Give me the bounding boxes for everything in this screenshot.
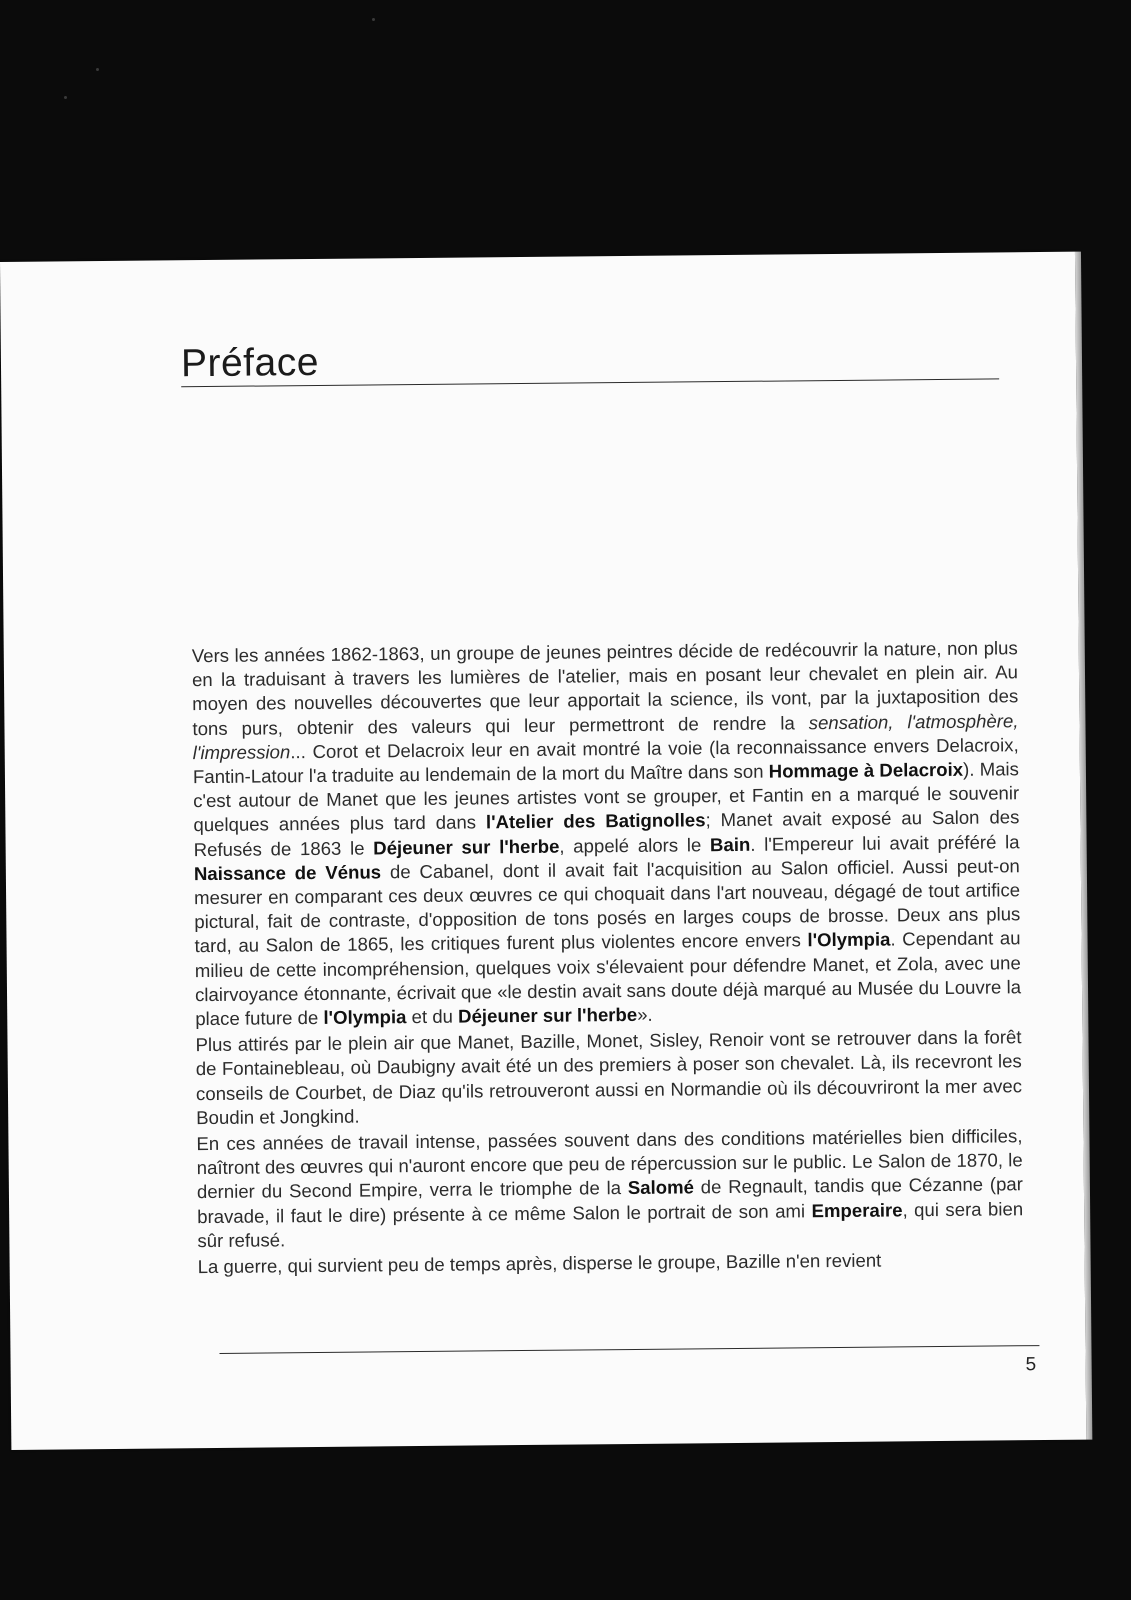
book-page	[0, 252, 1086, 1450]
artwork-title: Déjeuner sur l'herbe	[458, 1003, 638, 1027]
artwork-title: l'Olympia	[807, 928, 891, 951]
text-run: , appelé alors le	[559, 833, 711, 857]
scan-speck	[96, 68, 99, 71]
artwork-title: Emperaire	[811, 1199, 903, 1221]
artwork-title: l'Olympia	[323, 1006, 407, 1028]
text-run: En ces années de travail intense, passées souvent dans des conditions matérielles bien difficiles, naîtront des œuvres qui n'auront encore que peu de répercussion sur le public. Le Salon de 1870, le dernier du Second Empire, verra le triomphe de la	[196, 1125, 1023, 1203]
artwork-title: Déjeuner sur l'herbe	[373, 835, 560, 859]
text-run: ».	[637, 1003, 653, 1025]
artwork-title: Salomé	[627, 1176, 695, 1199]
body-text	[192, 636, 1024, 1281]
text-run: Plus attirés par le plein air que Manet, Bazille, Monet, Sisley, Renoir vont se retrouver dans la forêt de Fontainebleau, où Daubigny avait été un des premiers à poser son chevalet. Là, ils recevront les conseils de Courbet, de Diaz qu'ils retrouveront aussi en Normandie où ils découvriront la mer avec Boudin et Jongkind.	[195, 1026, 1023, 1129]
page-title: Préface	[180, 340, 320, 386]
text-run: ). Mais c'est autour de Manet que les jeunes artistes vont se grouper, et Fantin en a marqué le souvenir quelques années plus tard dans	[193, 758, 1020, 836]
text-run: ; Manet avait exposé au Salon des Refusés de 1863 le	[193, 806, 1020, 860]
artwork-title: Bain	[709, 833, 751, 855]
footer-rule	[219, 1345, 1039, 1354]
text-run: . l'Empereur lui avait préféré la	[750, 830, 1020, 855]
text-run: La guerre, qui survient peu de temps après, disperse le groupe, Bazille n'en revient	[197, 1249, 882, 1278]
text-run: de Cabanel, dont il avait fait l'acquisition au Salon officiel. Aussi peut-on mesurer en comparant ces deux œuvres ce qui choquait dans l'art nouveau, dégagé de tout artifice pictural, fait de contraste, d'opposition de tons posés en larges coups de brosse. Deux ans plus tard, au Salon de 1865, les critiques furent plus violentes encore envers	[194, 855, 1021, 957]
text-run: ... Corot et Delacroix leur en avait montré la voie (la reconnaissance envers Delacroix, Fantin-Latour l'a traduite au lendemain de la mort du Maître dans son	[192, 734, 1019, 788]
text-run: de Regnault, tandis que Cézanne (par bravade, il faut le dire) présente à ce même Salon le portrait de son ami	[197, 1173, 1024, 1227]
text-run: . Cependant au milieu de cette incompréhension, quelques voix s'élevaient pour défendre Manet, et Zola, avec une clairvoyance étonnante, écrivait que «le destin avait sans doute déjà marqué au Musée du Louvre la place future de	[194, 927, 1022, 1030]
artwork-title: l'Atelier des Batignolles	[485, 809, 706, 833]
page-number: 5	[1025, 1354, 1037, 1376]
artwork-title: Naissance de Vénus	[193, 861, 382, 884]
emphasis-text: sensation, l'atmosphère, l'impression	[192, 709, 1019, 763]
page-edge	[1075, 252, 1092, 1440]
text-run: , qui sera bien sûr refusé.	[197, 1197, 1024, 1252]
text-run: et du	[406, 1005, 459, 1028]
paragraph	[198, 1247, 1024, 1279]
artwork-title: Hommage à Delacroix	[768, 758, 964, 782]
text-run: Vers les années 1862-1863, un groupe de jeunes peintres décide de redécouvrir la nature, non plus en la traduisant à travers les lumières de l'atelier, mais en posant leur chevalet en plein air. Au moyen des nouvelles découvertes que leur apportait la science, ils vont, par la juxtaposition des tons purs, obtenir des valeurs qui leur permettront de rendre la	[191, 637, 1019, 739]
scan-speck	[372, 18, 375, 21]
paragraph	[195, 1025, 1022, 1130]
scan-speck	[64, 96, 67, 99]
paragraph	[192, 636, 1022, 1031]
paragraph	[196, 1124, 1023, 1253]
